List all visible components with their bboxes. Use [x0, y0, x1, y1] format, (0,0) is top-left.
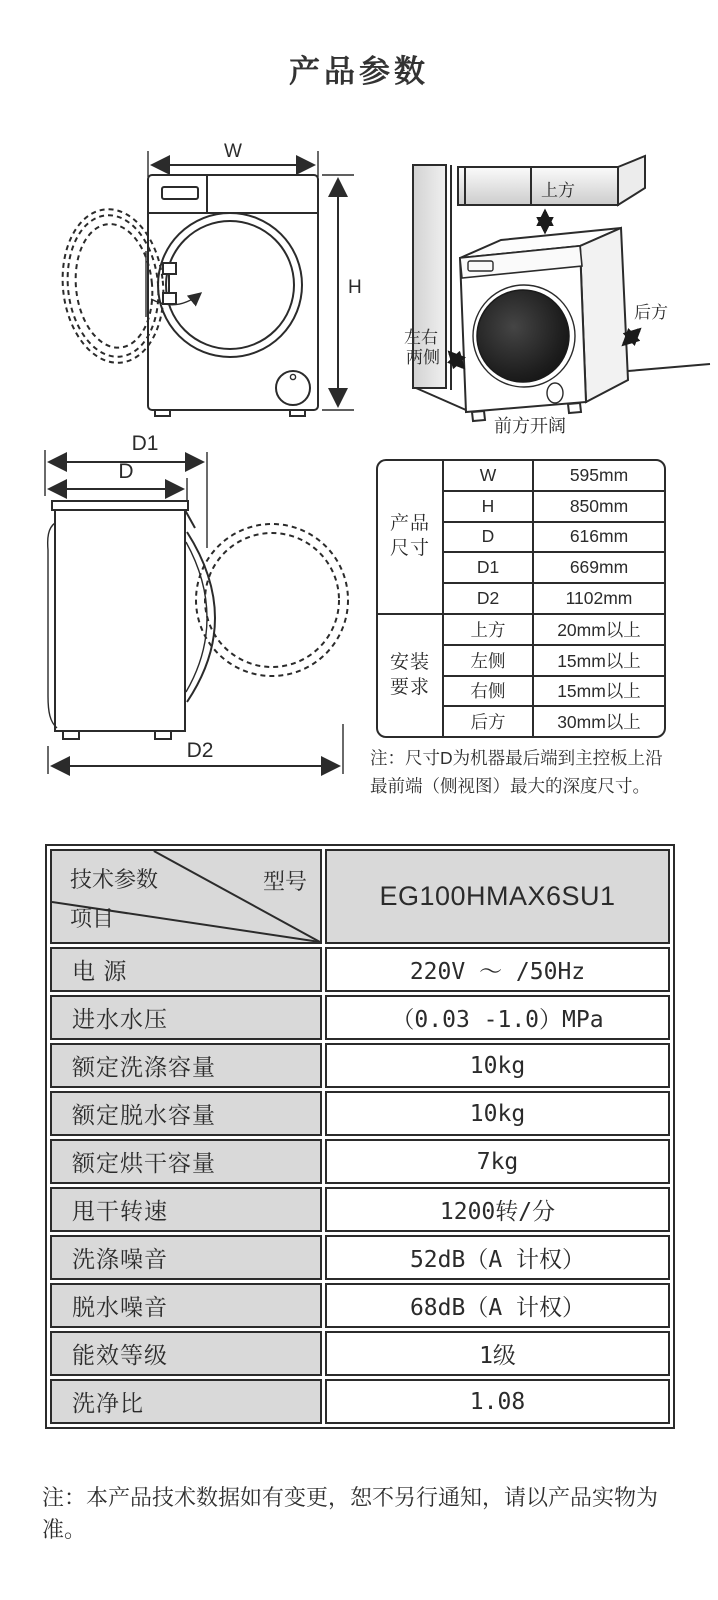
table-row — [444, 644, 664, 675]
spec-value-cell: 7kg — [325, 1139, 670, 1184]
corner-label-item: 项目 — [70, 906, 115, 931]
corner-label-tech-params: 技术参数 — [70, 867, 159, 892]
d-label: D — [118, 460, 134, 483]
spec-label-cell: 电 源 — [50, 947, 322, 992]
washer-foot-right — [568, 403, 581, 413]
table-row — [50, 995, 670, 1040]
d2-label: D2 — [186, 739, 214, 762]
group-header-line: 要求 — [389, 676, 430, 698]
dimension-rows — [444, 615, 664, 736]
dark-door-glass — [477, 290, 569, 382]
table-row — [50, 1235, 670, 1280]
door-bulge-outer — [187, 532, 215, 702]
spec-value-cell: 1级 — [325, 1331, 670, 1376]
table-row — [444, 490, 664, 521]
spec-value-cell: 68dB（A 计权） — [325, 1283, 670, 1328]
table-row — [50, 1331, 670, 1376]
table-row — [50, 1091, 670, 1136]
open-door-dashed-inner — [205, 533, 339, 667]
body-profile — [55, 510, 185, 731]
spec-label-cell: 能效等级 — [50, 1331, 322, 1376]
model-number-cell: EG100HMAX6SU1 — [325, 849, 670, 944]
dim-value: 669mm — [569, 557, 629, 578]
table-row — [50, 1379, 670, 1424]
washer-foot-left — [472, 411, 485, 421]
spec-label-cell: 洗涤噪音 — [50, 1235, 322, 1280]
sides-label-line1: 左右 — [404, 328, 438, 347]
page-title: 产品参数 — [289, 54, 429, 89]
dim-label: 后方 — [444, 707, 534, 736]
group-header-line: 产品 — [389, 513, 430, 535]
dim-value: 595mm — [569, 464, 629, 485]
dim-value: 30mm以上 — [557, 712, 641, 733]
lid-profile — [52, 501, 188, 510]
table-row — [444, 551, 664, 582]
spec-value-cell: 10kg — [325, 1043, 670, 1088]
spec-label-cell: 进水水压 — [50, 995, 322, 1040]
spec-header-row — [50, 849, 670, 944]
spec-footnote: 注：本产品技术数据如有变更，恕不另行通知，请以产品实物为准。 — [42, 1485, 659, 1542]
table-row — [444, 615, 664, 644]
dimension-rows — [444, 461, 664, 613]
spec-label-cell: 洗净比 — [50, 1379, 322, 1424]
table-row — [444, 461, 664, 490]
spec-label-cell: 额定烘干容量 — [50, 1139, 322, 1184]
dim-value: 15mm以上 — [557, 650, 641, 671]
dim-label: H — [444, 492, 534, 521]
table-row — [50, 947, 670, 992]
spec-label-cell: 额定洗涤容量 — [50, 1043, 322, 1088]
hinge-top — [163, 263, 176, 274]
dimension-group-header — [378, 615, 444, 736]
spec-table-wrap — [45, 844, 675, 1429]
corner-label-model: 型号 — [262, 869, 307, 894]
spec-value-cell: 52dB（A 计权） — [325, 1235, 670, 1280]
open-door-dashed-outer — [196, 524, 348, 676]
spec-value-cell: 1.08 — [325, 1379, 670, 1424]
spec-value-cell: 1200转/分 — [325, 1187, 670, 1232]
d1-label: D1 — [131, 432, 159, 455]
table-row — [444, 521, 664, 552]
side-foot-right — [155, 731, 171, 739]
group-header-line: 尺寸 — [389, 537, 430, 559]
dim-label: D — [444, 523, 534, 552]
spec-label-cell: 额定脱水容量 — [50, 1091, 322, 1136]
spec-value-cell: （0.03 -1.0）MPa — [325, 995, 670, 1040]
floor-line-right — [628, 364, 710, 371]
dim-label: 上方 — [444, 615, 534, 644]
dimension-table — [376, 459, 666, 738]
dim-label: D2 — [444, 584, 534, 613]
foot-right — [290, 410, 305, 416]
dim-label: 左侧 — [444, 646, 534, 675]
side-view-diagram — [35, 428, 370, 776]
spec-label-cell: 甩干转速 — [50, 1187, 322, 1232]
spec-table — [45, 844, 675, 1429]
table-row — [50, 1139, 670, 1184]
rear-clearance-label: 后方 — [634, 303, 668, 322]
front-slant-edge — [185, 510, 195, 528]
spec-corner-cell — [50, 849, 322, 944]
spec-value-cell: 220V ～ /50Hz — [325, 947, 670, 992]
detergent-drawer — [162, 187, 198, 199]
washer-side — [580, 228, 628, 402]
sides-label-line2: 两侧 — [406, 348, 440, 367]
front-open-label: 前方开阔 — [494, 416, 566, 436]
front-view-diagram — [55, 133, 367, 430]
table-row — [444, 582, 664, 613]
dim-label: W — [444, 461, 534, 490]
dimension-group-install-req — [378, 613, 664, 736]
dimension-group-product-size — [378, 461, 664, 613]
w-label: W — [224, 141, 242, 162]
floor-slant-line — [416, 388, 466, 410]
dim-value: 616mm — [569, 526, 629, 547]
cabinet-side — [618, 156, 645, 205]
dim-value: 15mm以上 — [557, 681, 641, 702]
side-foot-left — [63, 731, 79, 739]
dim-label: 右侧 — [444, 677, 534, 706]
table-row — [50, 1043, 670, 1088]
spec-value-cell: 10kg — [325, 1091, 670, 1136]
h-label: H — [348, 277, 362, 298]
table-row — [50, 1187, 670, 1232]
table-row — [50, 1283, 670, 1328]
group-header-line: 安装 — [389, 651, 430, 673]
table-row — [444, 675, 664, 706]
cabinet-front — [458, 167, 618, 205]
dimension-note: 注：尺寸D为机器最后端到主控板上沿最前端（侧视图）最大的深度尺寸。 — [370, 748, 663, 796]
dim-label: D1 — [444, 553, 534, 582]
foot-left — [155, 410, 170, 416]
table-row — [444, 705, 664, 736]
dim-value: 1102mm — [565, 588, 633, 609]
dimension-group-header — [378, 461, 444, 613]
installation-diagram — [388, 140, 718, 440]
dim-value: 850mm — [569, 495, 629, 516]
hinge-bottom — [163, 293, 176, 304]
dim-value: 20mm以上 — [557, 619, 641, 640]
spec-label-cell: 脱水噪音 — [50, 1283, 322, 1328]
top-clearance-label: 上方 — [541, 181, 575, 200]
